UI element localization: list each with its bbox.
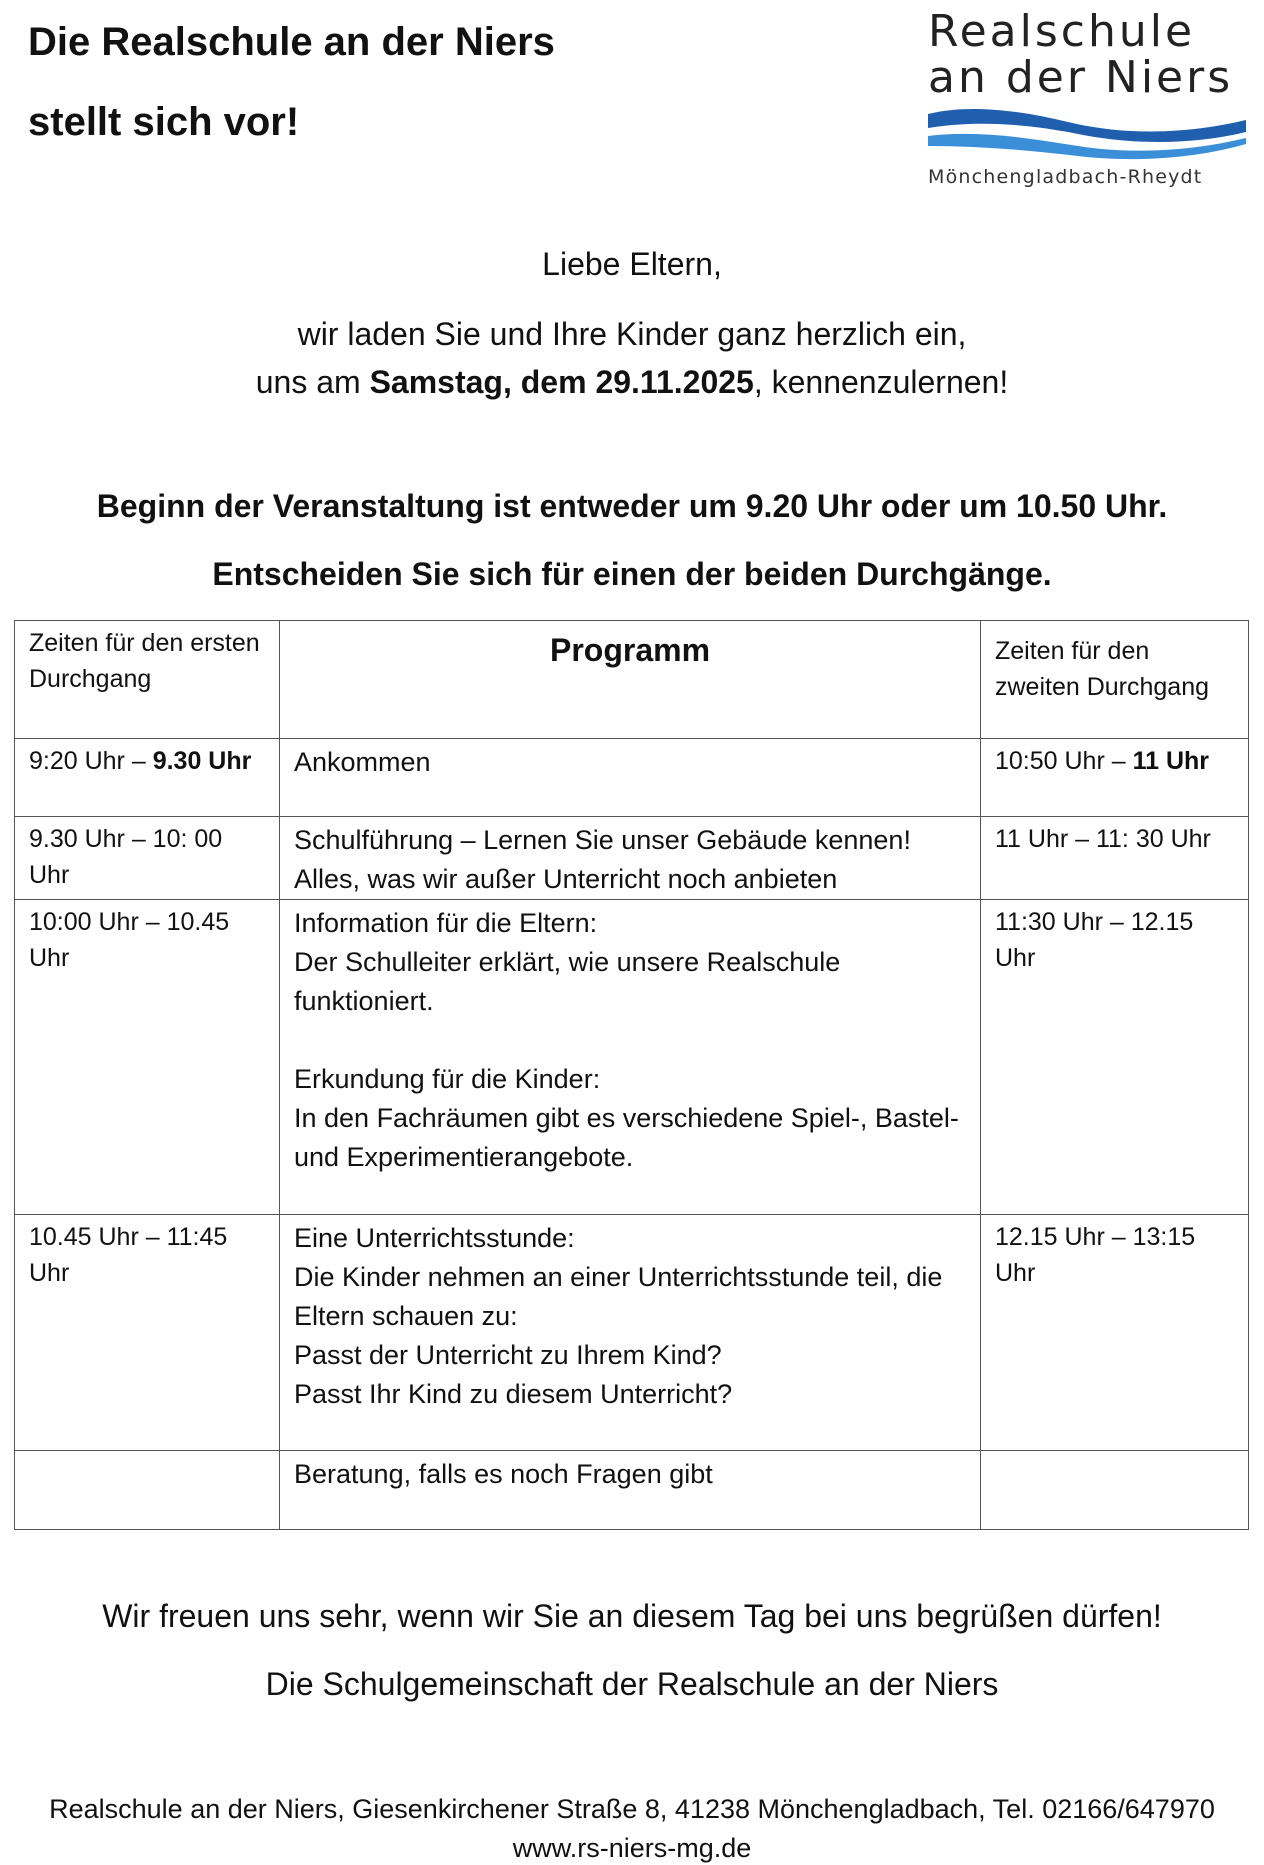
header-program: Programm	[280, 621, 981, 739]
header-first-run: Zeiten für den ersten Durchgang	[15, 621, 280, 739]
closing-line2: Die Schulgemeinschaft der Realschule an der Niers	[265, 1666, 999, 1702]
page-title-line2: stellt sich vor!	[28, 100, 300, 144]
logo-city: Mönchengladbach-Rheydt	[928, 166, 1203, 188]
school-logo	[928, 6, 1246, 188]
table-row	[15, 1451, 1249, 1530]
greeting: Liebe Eltern,	[542, 246, 722, 282]
program-cell: Ankommen	[280, 739, 981, 817]
time-second-run: 11:30 Uhr – 12.15 Uhr	[981, 900, 1249, 1215]
decide-note: Entscheiden Sie sich für einen der beiden Durchgänge.	[212, 556, 1052, 592]
logo-name-line2: an der Niers	[928, 52, 1234, 103]
logo-wave-icon	[928, 106, 1246, 162]
program-cell: Information für die Eltern: Der Schulleiter erklärt, wie unsere Realschule funktioniert. Erkundung für die Kinder: In den Fachräumen gibt es verschiedene Spiel-, Bastel- und Experimentierangebote.	[280, 900, 981, 1215]
time-first-run: 10.45 Uhr – 11:45 Uhr	[15, 1215, 280, 1451]
time-first-run: 10:00 Uhr – 10.45 Uhr	[15, 900, 280, 1215]
logo-name-line1: Realschule	[928, 6, 1196, 57]
program-table	[14, 620, 1249, 1530]
table-row	[15, 900, 1249, 1215]
time-first-run: 9:20 Uhr – 9.30 Uhr	[15, 739, 280, 817]
time-second-run: 11 Uhr – 11: 30 Uhr	[981, 817, 1249, 900]
invitation-line2: uns am Samstag, dem 29.11.2025, kennenzulernen!	[255, 364, 1009, 400]
program-cell: Beratung, falls es noch Fragen gibt	[280, 1451, 981, 1530]
time-first-run	[15, 1451, 280, 1530]
table-row	[15, 739, 1249, 817]
table-header-row	[15, 621, 1249, 739]
program-cell: Eine Unterrichtsstunde: Die Kinder nehmen an einer Unterrichtsstunde teil, die Eltern schauen zu: Passt der Unterricht zu Ihrem Kind? Passt Ihr Kind zu diesem Unterricht?	[280, 1215, 981, 1451]
time-second-run: 12.15 Uhr – 13:15 Uhr	[981, 1215, 1249, 1451]
footer-address: Realschule an der Niers, Giesenkirchener Straße 8, 41238 Mönchengladbach, Tel. 02166/647970	[49, 1794, 1215, 1824]
invitation-line1: wir laden Sie und Ihre Kinder ganz herzlich ein,	[297, 316, 967, 352]
time-second-run: 10:50 Uhr – 11 Uhr	[981, 739, 1249, 817]
event-date: Samstag, dem 29.11.2025	[369, 364, 754, 400]
header-second-run: Zeiten für den zweiten Durchgang	[981, 621, 1249, 739]
time-second-run	[981, 1451, 1249, 1530]
table-row	[15, 1215, 1249, 1451]
table-row	[15, 817, 1249, 900]
footer-website[interactable]: www.rs-niers-mg.de	[512, 1833, 752, 1863]
time-first-run: 9.30 Uhr – 10: 00 Uhr	[15, 817, 280, 900]
program-cell: Schulführung – Lernen Sie unser Gebäude kennen! Alles, was wir außer Unterricht noch anbieten	[280, 817, 981, 900]
closing-line1: Wir freuen uns sehr, wenn wir Sie an diesem Tag bei uns begrüßen dürfen!	[102, 1598, 1162, 1634]
begin-note: Beginn der Veranstaltung ist entweder um 9.20 Uhr oder um 10.50 Uhr.	[96, 488, 1168, 524]
page-title-line1: Die Realschule an der Niers	[28, 20, 555, 64]
